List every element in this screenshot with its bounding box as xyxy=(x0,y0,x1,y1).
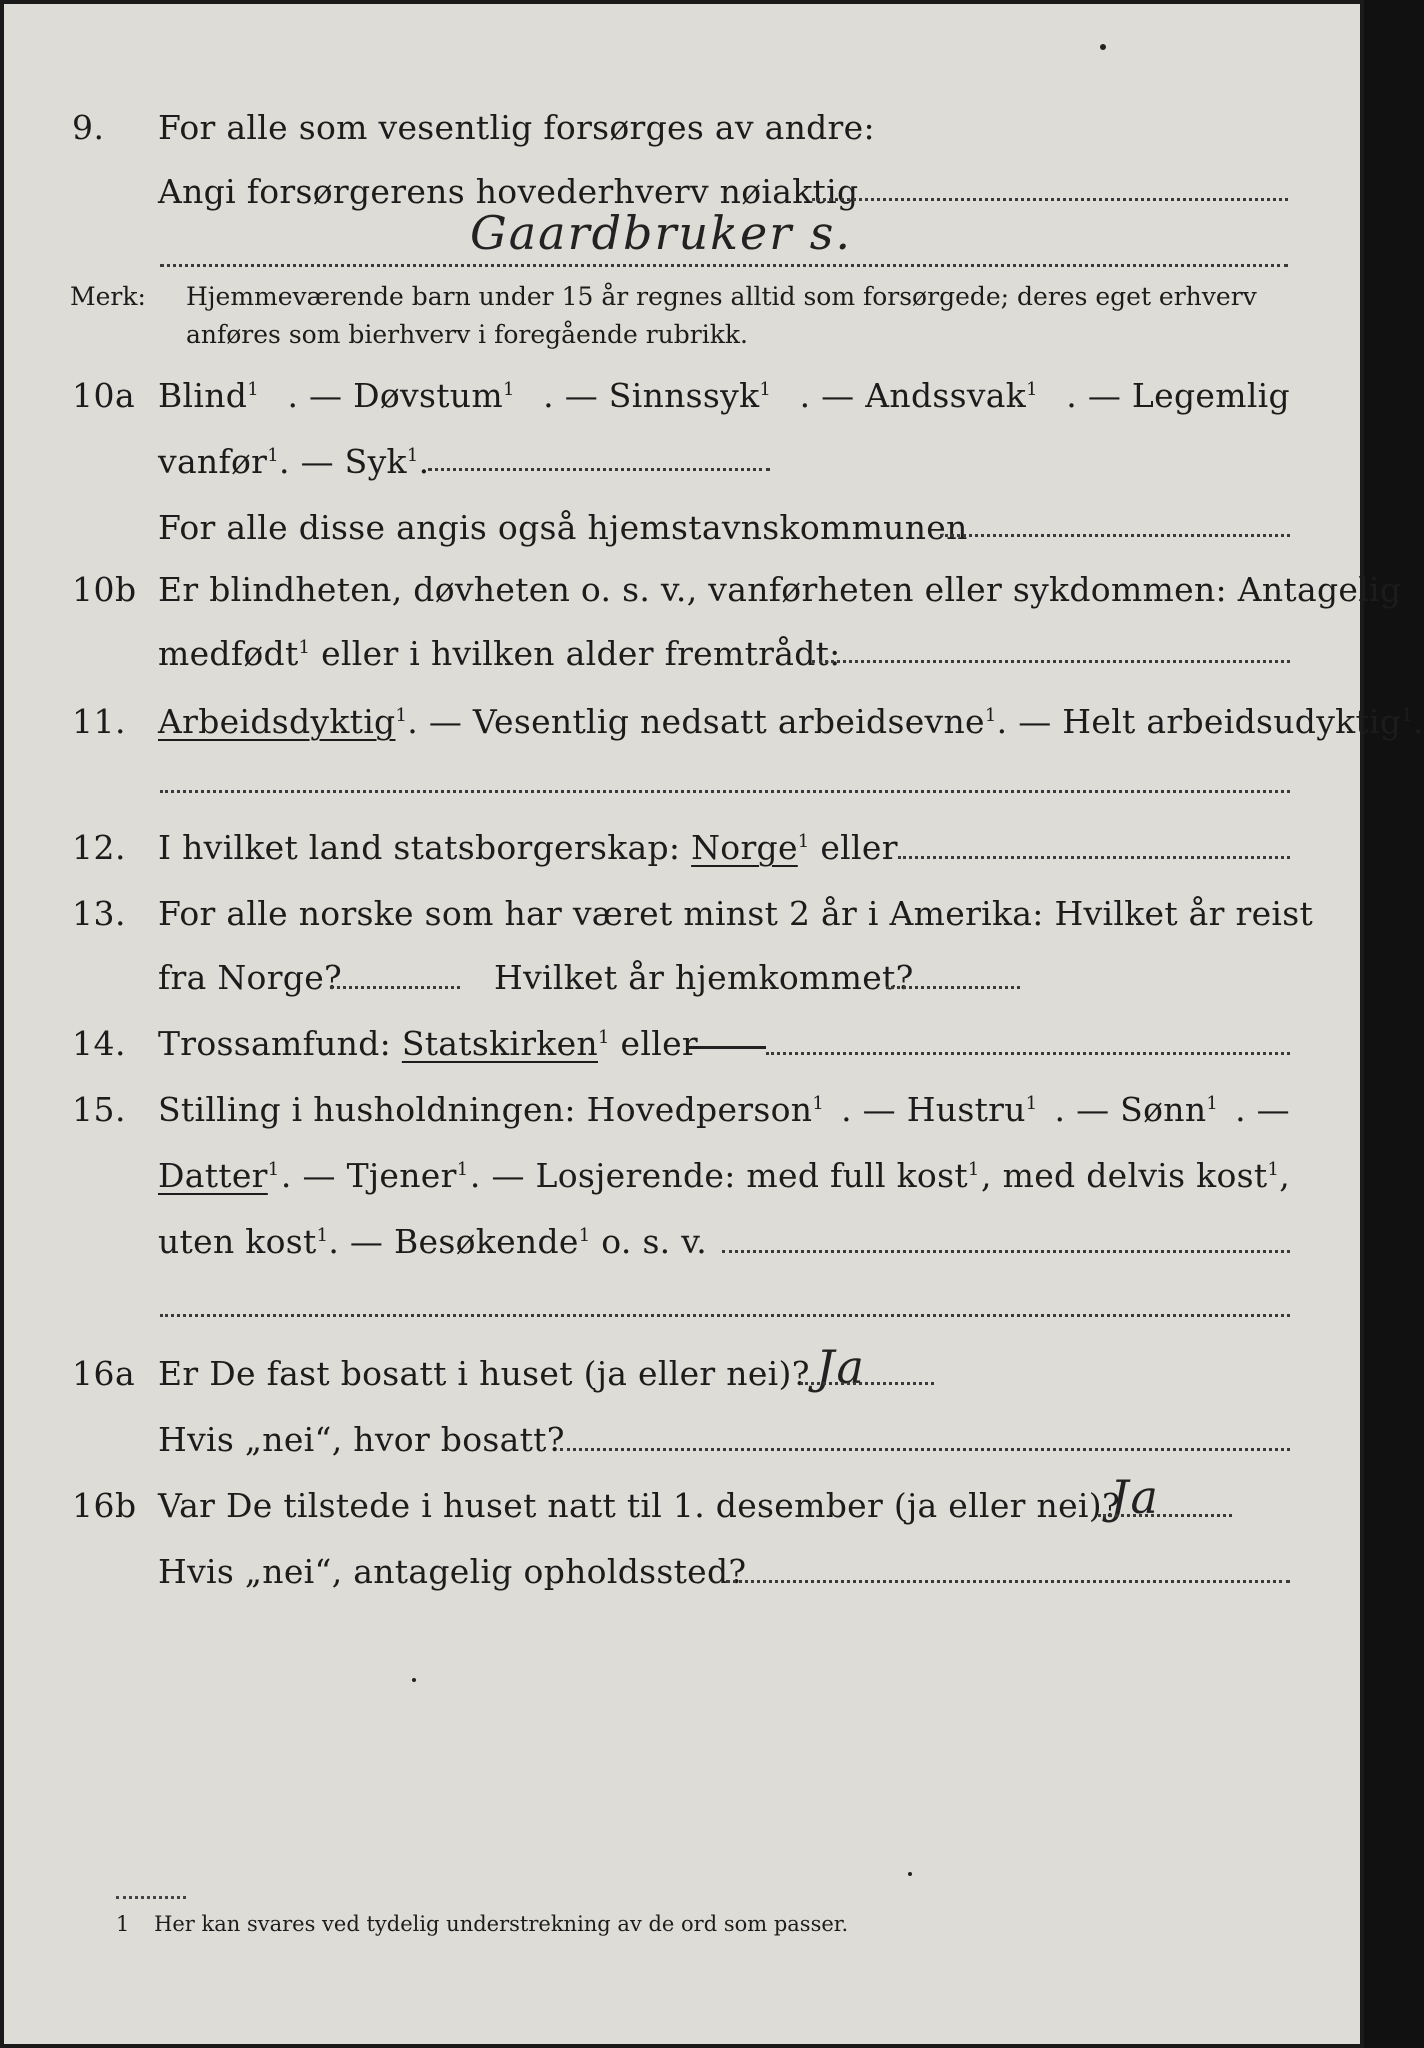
option-text: . — Vesentlig nedsatt arbeidsevne xyxy=(407,702,985,741)
question-text: Er blindheten, døvheten o. s. v., vanførheten eller sykdommen: Antagelig xyxy=(158,570,1402,609)
option-text: . — Sønn xyxy=(1054,1090,1207,1129)
answer-line xyxy=(726,1580,1290,1583)
footnote-mark: 1 xyxy=(267,445,279,466)
question-text: Var De tilstede i huset natt til 1. desember (ja eller nei)? xyxy=(158,1486,1120,1525)
question-number: 10a xyxy=(72,376,136,415)
question-text: Er De fast bosatt i huset (ja eller nei)? xyxy=(158,1354,810,1393)
footnote-mark: 1 xyxy=(1206,1093,1219,1114)
answer-line xyxy=(800,1382,934,1385)
option-text: I hvilket land statsborgerskap: xyxy=(158,828,692,867)
question-text: For alle disse angis også hjemstavnskommunen xyxy=(158,508,968,547)
footnote-mark: 1 xyxy=(395,705,408,726)
answer-line xyxy=(898,856,1290,859)
underlined-option: Norge xyxy=(691,828,798,867)
answer-line xyxy=(160,264,1288,267)
option-text: Blind xyxy=(158,376,248,415)
note-label: Merk: xyxy=(70,282,146,311)
option-text: eller xyxy=(809,828,898,867)
footnote-mark: 1 xyxy=(116,1912,130,1936)
option-text: . — Losjerende: med full kost xyxy=(469,1156,968,1195)
question-text: Hvilket år hjemkommet? xyxy=(494,958,914,997)
question-number: 9. xyxy=(72,108,105,147)
footnote-mark: 1 xyxy=(1025,1093,1038,1114)
handwritten-answer: Ja xyxy=(1110,1470,1160,1524)
answer-line xyxy=(428,468,770,471)
option-text: uten kost xyxy=(158,1222,317,1261)
question-text xyxy=(158,1156,1290,1195)
question-text: Hvis „nei“, antagelig opholdssted? xyxy=(158,1552,747,1591)
option-text: Stilling i husholdningen: Hovedperson xyxy=(158,1090,813,1129)
answer-line xyxy=(886,986,1020,989)
footnote-mark: 1 xyxy=(967,1159,980,1180)
question-text xyxy=(158,1090,1290,1129)
underlined-option: Arbeidsdyktig xyxy=(158,702,396,741)
question-number: 11. xyxy=(72,702,126,741)
answer-line xyxy=(766,1052,1290,1055)
option-text: . — Syk xyxy=(279,442,407,481)
option-text: . xyxy=(1413,702,1424,741)
answer-line xyxy=(722,1250,1290,1253)
question-text: Angi forsørgerens hovederhverv nøiaktig xyxy=(158,172,859,211)
footnote-mark: 1 xyxy=(1267,1159,1280,1180)
footnote-mark: 1 xyxy=(247,379,260,400)
question-text xyxy=(158,1222,707,1261)
option-text: , med delvis kost xyxy=(981,1156,1268,1195)
footnote-mark: 1 xyxy=(759,379,772,400)
option-text: . — Hustru xyxy=(841,1090,1026,1129)
question-text xyxy=(158,442,429,481)
question-text xyxy=(158,828,898,867)
footnote-mark: 1 xyxy=(406,445,419,466)
answer-line xyxy=(160,1314,1290,1317)
answer-line xyxy=(560,1448,1290,1451)
question-text: Hvis „nei“, hvor bosatt? xyxy=(158,1420,565,1459)
option-text: o. s. v. xyxy=(590,1222,708,1261)
question-number: 16b xyxy=(72,1486,137,1525)
handwritten-answer: Ja xyxy=(816,1340,866,1394)
option-text: . — Sinnssyk xyxy=(543,376,760,415)
footnote-mark: 1 xyxy=(812,1093,825,1114)
answer-line xyxy=(1098,1514,1232,1517)
handwritten-dash xyxy=(686,1046,766,1049)
footnote-rule xyxy=(116,1896,186,1899)
answer-line xyxy=(160,790,1290,793)
option-text: . — Andssvak xyxy=(799,376,1027,415)
footnote-mark: 1 xyxy=(267,1159,280,1180)
footnote-text: Her kan svares ved tydelig understrekning av de ord som passer. xyxy=(154,1912,849,1936)
option-text: . — Legemlig xyxy=(1066,376,1290,415)
footnote-mark: 1 xyxy=(456,1159,469,1180)
answer-line xyxy=(940,534,1290,537)
question-number: 10b xyxy=(72,570,137,609)
option-text: eller xyxy=(609,1024,698,1063)
question-number: 12. xyxy=(72,828,126,867)
question-number: 16a xyxy=(72,1354,136,1393)
footnote-mark: 1 xyxy=(797,831,810,852)
question-text: For alle som vesentlig forsørges av andre: xyxy=(158,108,875,147)
option-text: eller i hvilken alder fremtrådt: xyxy=(310,634,841,673)
option-text: . — Helt arbeidsudyktig xyxy=(996,702,1402,741)
option-text: Trossamfund: xyxy=(158,1024,402,1063)
footnote-mark: 1 xyxy=(578,1225,591,1246)
footnote-mark: 1 xyxy=(298,637,311,658)
question-text: fra Norge? xyxy=(158,958,343,997)
footnote xyxy=(116,1912,848,1936)
option-text: . — Tjener xyxy=(280,1156,457,1195)
ink-speck xyxy=(1100,44,1106,50)
answer-line xyxy=(330,986,460,989)
footnote-mark: 1 xyxy=(984,705,997,726)
footnote-mark: 1 xyxy=(1026,379,1038,400)
option-text: . xyxy=(418,442,430,481)
footnote-mark: 1 xyxy=(316,1225,329,1246)
option-text: medfødt xyxy=(158,634,299,673)
question-text xyxy=(158,702,1424,741)
ink-speck xyxy=(908,1872,912,1876)
handwritten-answer: Gaardbruker s. xyxy=(470,206,853,260)
option-text: vanfør xyxy=(158,442,268,481)
question-text xyxy=(158,634,841,673)
question-number: 13. xyxy=(72,894,126,933)
question-text xyxy=(158,376,1290,415)
underlined-option: Datter xyxy=(158,1156,268,1195)
question-number: 15. xyxy=(72,1090,126,1129)
underlined-option: Statskirken xyxy=(401,1024,598,1063)
note-text: anføres som bierhverv i foregående rubrikk. xyxy=(186,320,748,349)
footnote-mark: 1 xyxy=(1401,705,1414,726)
answer-line xyxy=(812,660,1290,663)
option-text: . — xyxy=(1235,1090,1290,1129)
question-number: 14. xyxy=(72,1024,126,1063)
footnote-mark: 1 xyxy=(598,1027,610,1048)
answer-line xyxy=(812,198,1288,201)
note-text: Hjemmeværende barn under 15 år regnes alltid som forsørgede; deres eget erhverv xyxy=(186,282,1257,311)
option-text: . — Døvstum xyxy=(287,376,503,415)
ink-speck xyxy=(412,1678,416,1682)
question-text xyxy=(158,1024,698,1063)
footnote-mark: 1 xyxy=(502,379,515,400)
option-text: , xyxy=(1279,1156,1290,1195)
question-text: For alle norske som har været minst 2 år i Amerika: Hvilket år reist xyxy=(158,894,1314,933)
option-text: . — Besøkende xyxy=(328,1222,579,1261)
